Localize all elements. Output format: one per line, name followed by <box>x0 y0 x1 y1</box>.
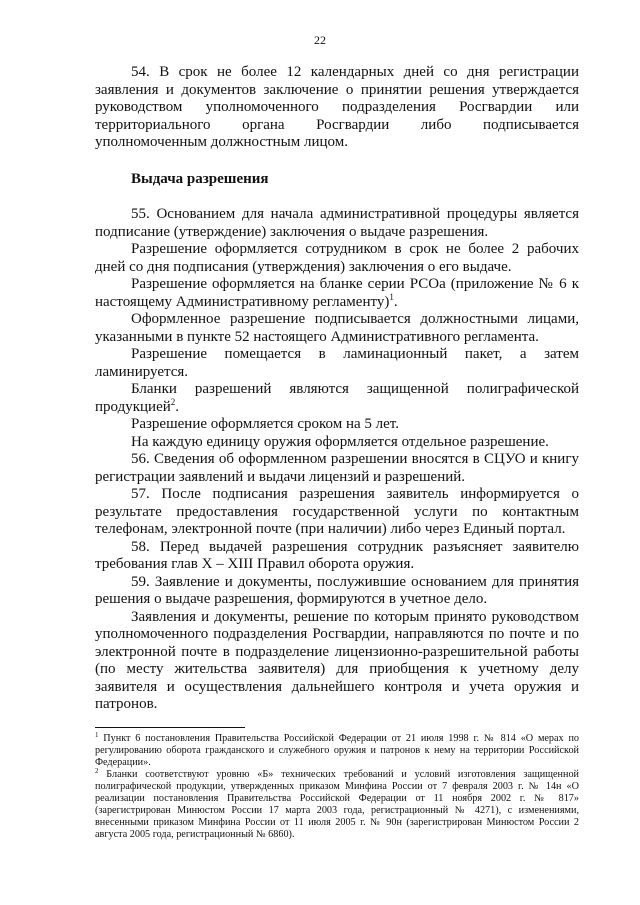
paragraph-55-blanks <box>95 381 579 416</box>
paragraph-56: 56. Сведения об оформленном разрешении вносятся в СЦУО и книгу регистрации заявлений и выдачи лицензий и разрешений. <box>95 451 579 485</box>
paragraph-59-routing: Заявления и документы, решение по которым принято руководством уполномоченного подразделения Росгвардии, направляются по почте и по электронной почте в подразделение лицензионно-разрешительной работы (по месту жительства заявителя) для приобщения к учетному делу заявителя и осуществления дальнейшего контроля и учета оружия и патронов. <box>95 608 579 712</box>
paragraph-57: 57. После подписания разрешения заявитель информируется о результате предоставления государственной услуги по контактным телефонам, электронной почте (при наличии) либо через Единый портал. <box>95 486 579 537</box>
footnote-ref-2: 2 <box>170 396 176 407</box>
footnotes <box>95 733 579 841</box>
page-number: 22 <box>314 33 326 47</box>
paragraph-55-lamination: Разрешение помещается в ламинационный пакет, а затем ламинируется. <box>95 346 579 380</box>
footnote-2 <box>95 769 579 841</box>
footnote-1 <box>95 733 579 769</box>
paragraph-55-blanks-text: Бланки разрешений являются защищенной полиграфической продукцией <box>95 381 579 415</box>
paragraph-55-term: Разрешение оформляется сотрудником в срок не более 2 рабочих дней со дня подписания (утверждения) заключения о его выдаче. <box>95 241 579 275</box>
footnote-2-mark: 2 <box>95 767 99 775</box>
footnote-2-text: Бланки соответствуют уровню «Б» технических требований и условий изготовления защищенной полиграфической продукции, утвержденных приказом Минфина России от 7 февраля 2003 г. № 14н «О реализации постановления Правительства Российской Федерации от 11 ноября 2002 г. № 817» (зарегистрирован Минюстом России 17 марта 2003 года, регистрационный № 4271), с изменениями, внесенными приказом Минфина России от 11 июля 2005 г. № 90н (зарегистрирован Минюстом России 2 августа 2005 года, регистрационный № 6860). <box>95 769 579 840</box>
paragraph-55-form <box>95 276 579 311</box>
paragraph-55-form-end: . <box>393 293 398 310</box>
paragraph-55-validity: Разрешение оформляется сроком на 5 лет. <box>131 416 399 432</box>
paragraph-59: 59. Заявление и документы, послужившие основанием для принятия решения о выдаче разрешения, формируются в учетное дело. <box>95 573 579 607</box>
paragraph-58: 58. Перед выдачей разрешения сотрудник разъясняет заявителю требования глав X – XIII Правил оборота оружия. <box>95 538 579 572</box>
section-heading: Выдача разрешения <box>131 170 269 187</box>
footnote-1-text: Пункт 6 постановления Правительства Российской Федерации от 21 июля 1998 г. № 814 «О мерах по регулированию оборота гражданского и служебного оружия и патронов к нему на территории Российской Федерации». <box>95 733 579 768</box>
paragraph-55-signing: Оформленное разрешение подписывается должностными лицами, указанными в пункте 52 настоящего Административного регламента. <box>95 311 579 345</box>
footnote-ref-1: 1 <box>389 291 394 302</box>
paragraph-55: 55. Основанием для начала административной процедуры является подписание (утверждение) заключения о выдаче разрешения. <box>95 206 579 240</box>
paragraph-54: 54. В срок не более 12 календарных дней со дня регистрации заявления и документов заключение о принятии решения утверждается руководством уполномоченного подразделения Росгвардии или территориального органа Росгвардии либо подписывается уполномоченным должностным лицом. <box>95 64 579 150</box>
footnote-1-mark: 1 <box>95 731 99 739</box>
paragraph-55-form-text: Разрешение оформляется на бланке серии РСОа (приложение № 6 к настоящему Административному регламенту) <box>95 276 579 310</box>
footnote-separator <box>95 727 245 728</box>
main-text <box>95 64 579 714</box>
paragraph-55-per-unit: На каждую единицу оружия оформляется отдельное разрешение. <box>131 433 549 450</box>
paragraph-55-blanks-end: . <box>175 398 180 415</box>
